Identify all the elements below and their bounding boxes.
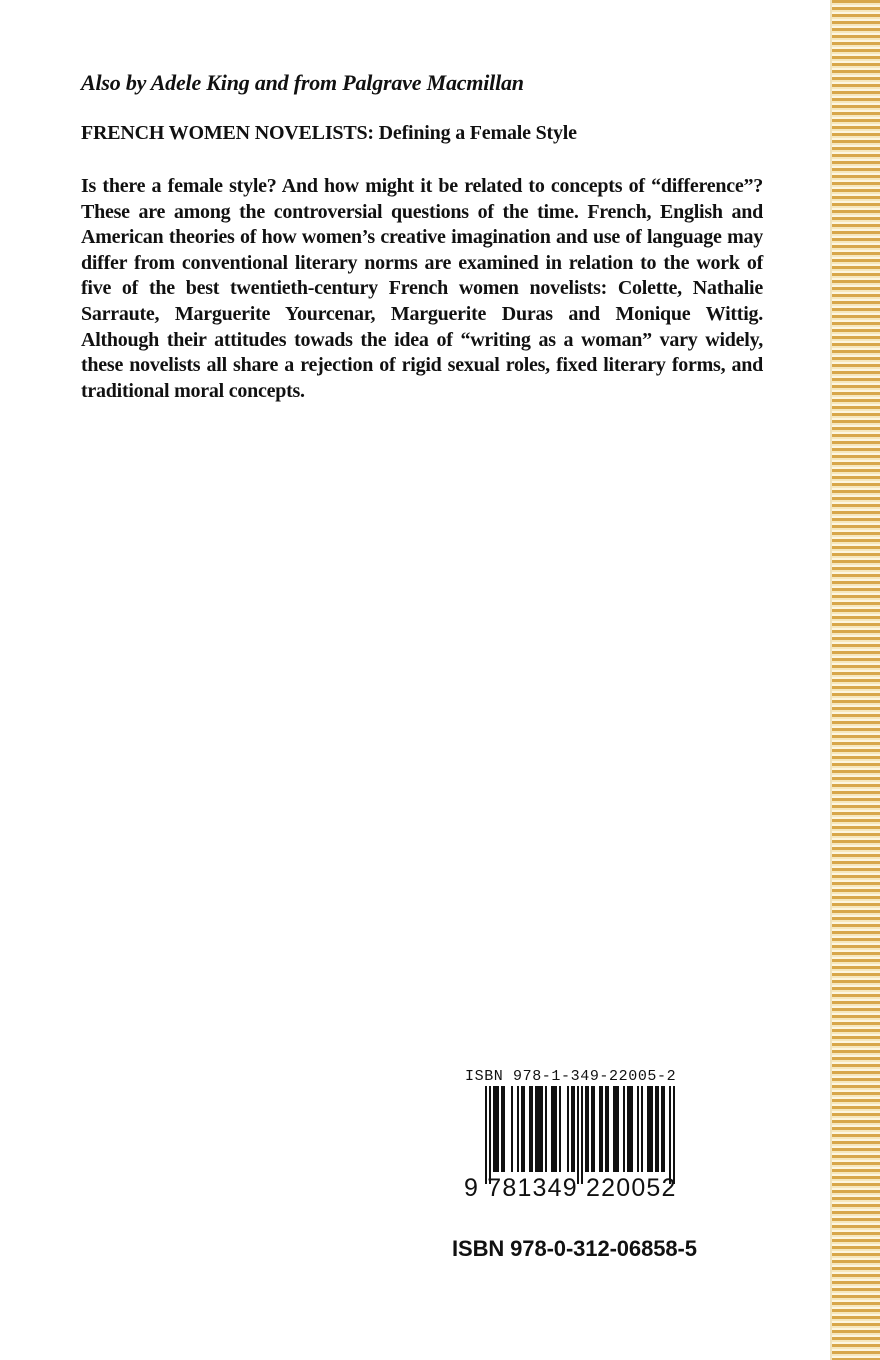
barcode-bar bbox=[599, 1086, 601, 1172]
barcode-bar bbox=[517, 1086, 519, 1172]
barcode-bar bbox=[629, 1086, 631, 1172]
barcode-bar bbox=[555, 1086, 557, 1172]
barcode-bar bbox=[511, 1086, 513, 1172]
barcode-bar bbox=[637, 1086, 639, 1172]
book-blurb: Is there a female style? And how might it be related to concepts of “difference”? These are among the controversial questions of the time. French, English and American theories of how women’s creative imagination and use of language may differ from conventional literary norms are examined in relation to the work of five of the best twentieth-century French women novelists: Colette, Nathalie Sarraute, Marguerite Yourcenar, Marguerite Duras and Monique Wittig. Although their attitudes towads the idea of “writing as a woman” vary widely, these novelists all share a rejection of rigid sexual roles, fixed literary forms, and traditional moral concepts. bbox=[81, 175, 763, 402]
barcode-bar bbox=[593, 1086, 595, 1172]
barcode-bar bbox=[485, 1086, 487, 1184]
barcode-bar bbox=[587, 1086, 589, 1172]
barcode-bar bbox=[523, 1086, 525, 1172]
barcode-bar bbox=[607, 1086, 609, 1172]
barcode-bar bbox=[521, 1086, 523, 1172]
barcode-bar bbox=[489, 1086, 491, 1184]
barcode-bar bbox=[647, 1086, 649, 1172]
also-by-heading: Also by Adele King and from Palgrave Macmillan bbox=[81, 70, 524, 95]
barcode-bar bbox=[571, 1086, 573, 1172]
barcode-bar bbox=[537, 1086, 539, 1172]
barcode-bar bbox=[531, 1086, 533, 1172]
barcode-bar bbox=[673, 1086, 675, 1184]
barcode-bar bbox=[501, 1086, 503, 1172]
barcode-bar bbox=[495, 1086, 497, 1172]
barcode-bar bbox=[573, 1086, 575, 1172]
barcode-bar bbox=[535, 1086, 537, 1172]
isbn-main: ISBN 978-0-312-06858-5 bbox=[452, 1236, 697, 1261]
barcode-bar bbox=[497, 1086, 499, 1172]
barcode-bar bbox=[585, 1086, 587, 1172]
spine-stripe-pattern bbox=[830, 0, 880, 1360]
barcode-bar bbox=[581, 1086, 583, 1184]
barcode-bar bbox=[615, 1086, 617, 1172]
barcode-bar bbox=[661, 1086, 663, 1172]
barcode-bar bbox=[577, 1086, 579, 1184]
barcode-bar bbox=[545, 1086, 547, 1172]
barcode-bar bbox=[669, 1086, 671, 1184]
barcode-isbn-label: ISBN 978-1-349-22005-2 bbox=[465, 1068, 677, 1085]
barcode-bar bbox=[605, 1086, 607, 1172]
barcode-bar bbox=[553, 1086, 555, 1172]
barcode-bar bbox=[551, 1086, 553, 1172]
barcode-digits: 9 781349 220052 bbox=[464, 1174, 677, 1202]
barcode-bar bbox=[657, 1086, 659, 1172]
barcode-bar bbox=[613, 1086, 615, 1172]
barcode-bar bbox=[503, 1086, 505, 1172]
barcode-bar bbox=[567, 1086, 569, 1172]
barcode-bar bbox=[663, 1086, 665, 1172]
barcode-bar bbox=[529, 1086, 531, 1172]
other-book-title: FRENCH WOMEN NOVELISTS: Defining a Female Style bbox=[81, 122, 577, 144]
barcode-bar bbox=[541, 1086, 543, 1172]
barcode-bar bbox=[651, 1086, 653, 1172]
barcode-bar bbox=[493, 1086, 495, 1172]
barcode-bar bbox=[601, 1086, 603, 1172]
barcode-bar bbox=[591, 1086, 593, 1172]
barcode-bar bbox=[655, 1086, 657, 1172]
barcode-bar bbox=[631, 1086, 633, 1172]
barcode-bar bbox=[649, 1086, 651, 1172]
barcode-bar bbox=[623, 1086, 625, 1172]
spine-edge bbox=[830, 0, 832, 1360]
barcode-bars bbox=[485, 1086, 679, 1186]
barcode-bar bbox=[627, 1086, 629, 1172]
barcode-bar bbox=[539, 1086, 541, 1172]
barcode-bar bbox=[641, 1086, 643, 1172]
barcode-bar bbox=[559, 1086, 561, 1172]
barcode-block bbox=[460, 1066, 710, 1206]
barcode-bar bbox=[617, 1086, 619, 1172]
